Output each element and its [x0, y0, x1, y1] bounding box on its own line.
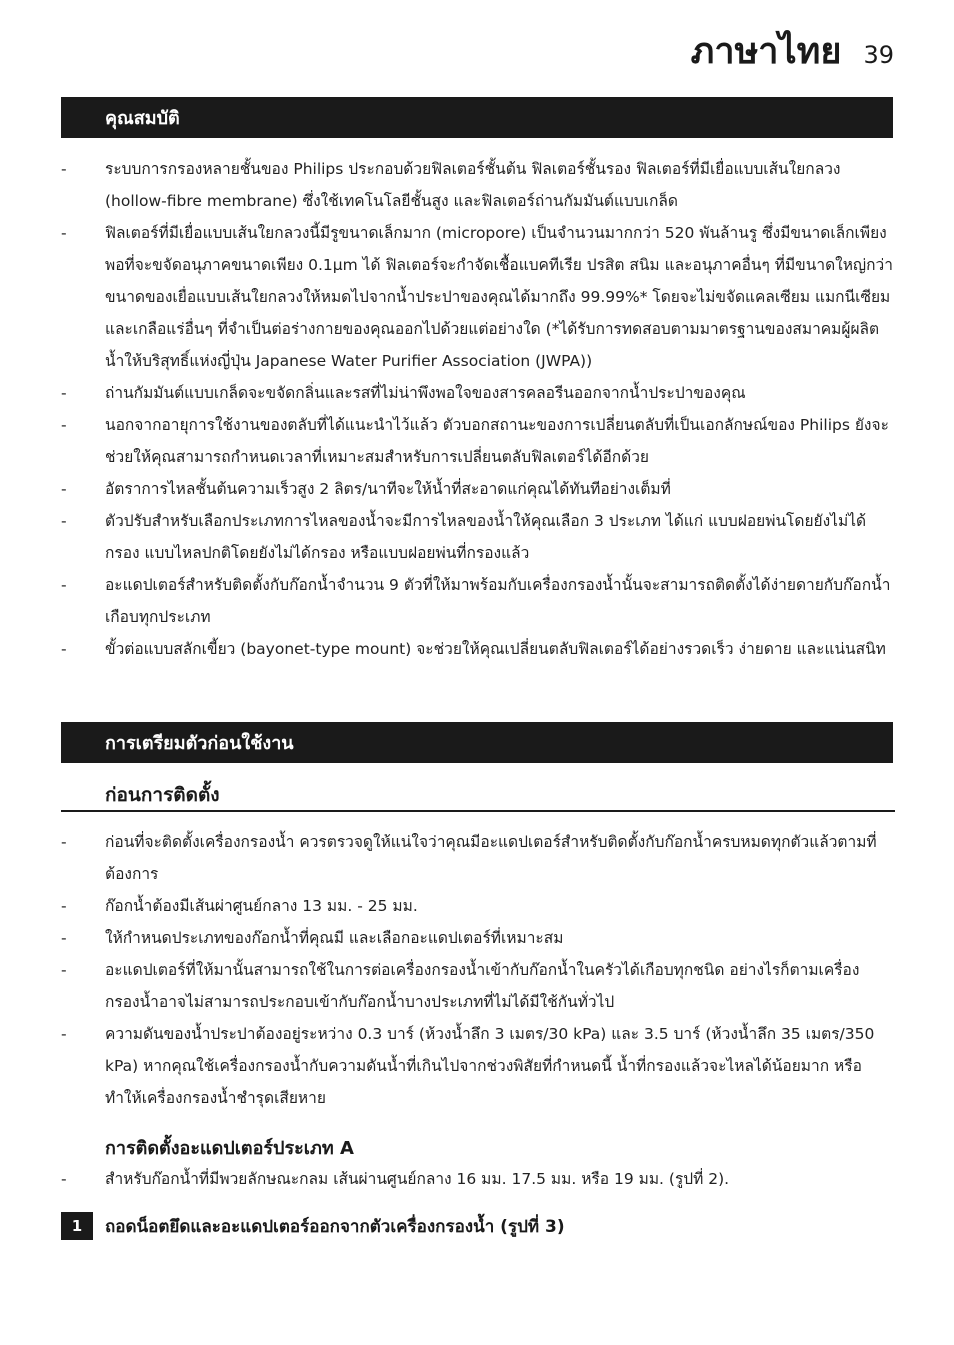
features-list [61, 153, 893, 665]
bullet-dash: - [61, 480, 67, 498]
bullet-dash: - [61, 833, 67, 851]
before-install-heading: ก่อนการติดตั้ง [105, 784, 220, 806]
list-item [61, 890, 893, 922]
list-item [61, 473, 893, 505]
list-item [61, 1163, 893, 1195]
bullet-dash: - [61, 224, 67, 242]
adapter-a-heading: การติดตั้งอะแดปเตอร์ประเภท A [105, 1138, 354, 1159]
step-1 [61, 1212, 565, 1240]
list-item [61, 922, 893, 954]
page-header [691, 22, 894, 79]
step-text: ถอดน็อตยึดและอะแดปเตอร์ออกจากตัวเครื่องกรองน้ำ (รูปที่ 3) [105, 1216, 565, 1237]
section-preparation-title [61, 722, 893, 763]
bullet-dash: - [61, 576, 67, 594]
list-item [61, 633, 893, 665]
before-install-list [61, 826, 893, 1114]
bullet-dash: - [61, 1170, 67, 1188]
bullet-dash: - [61, 384, 67, 402]
list-item-text: ถ่านกัมมันต์แบบเกล็ดจะขจัดกลิ่นและรสที่ไม่น่าพึงพอใจของสารคลอรีนออกจากน้ำประปาของคุณ [105, 384, 746, 402]
bullet-dash: - [61, 897, 67, 915]
list-item-text: สำหรับก๊อกน้ำที่มีพวยลักษณะกลม เส้นผ่านศูนย์กลาง 16 มม. 17.5 มม. หรือ 19 มม. (รูปที่ 2). [105, 1170, 730, 1188]
list-item-text: ระบบการกรองหลายชั้นของ Philips ประกอบด้วยฟิลเตอร์ชั้นต้น ฟิลเตอร์ชั้นรอง ฟิลเตอร์ที่มีเยื่อแบบเส้นใยกลวง (hollow-fibre membrane) ซึ่งใช้เทคโนโลยีชั้นสูง และฟิลเตอร์ถ่านกัมมันต์แบบเกล็ด [105, 160, 841, 210]
list-item-text: ความดันของน้ำประปาต้องอยู่ระหว่าง 0.3 บาร์ (ห้วงน้ำลึก 3 เมตร/30 kPa) และ 3.5 บาร์ (ห้วงน้ำลึก 35 เมตร/350 kPa) หากคุณใช้เครื่องกรองน้ำกับความดันน้ำที่เกินไปจากช่วงพิสัยที่กำหนดนี้ น้ำที่กรองแล้วจะไหลได้น้อยมาก หรือทำให้เครื่องกรองน้ำชำรุดเสียหาย [105, 1025, 875, 1107]
list-item-text: อะแดปเตอร์ที่ให้มานั้นสามารถใช้ในการต่อเครื่องกรองน้ำเข้ากับก๊อกน้ำในครัวได้เกือบทุกชนิด อย่างไรก็ตามเครื่องกรองน้ำอาจไม่สามารถประกอบเข้ากับก๊อกน้ำบางประเภทที่ไม่ได้มีใช้กันทั่วไป [105, 961, 860, 1011]
bullet-dash: - [61, 512, 67, 530]
bullet-dash: - [61, 640, 67, 658]
list-item-text: ก่อนที่จะติดตั้งเครื่องกรองน้ำ ควรตรวจดูให้แน่ใจว่าคุณมีอะแดปเตอร์สำหรับติดตั้งกับก๊อกน้ำครบหมดทุกตัวแล้วตามที่ต้องการ [105, 833, 877, 883]
list-item-text: ให้กำหนดประเภทของก๊อกน้ำที่คุณมี และเลือกอะแดปเตอร์ที่เหมาะสม [105, 929, 564, 947]
bullet-dash: - [61, 160, 67, 178]
bullet-dash: - [61, 929, 67, 947]
list-item-text: อะแดปเตอร์สำหรับติดตั้งกับก๊อกน้ำจำนวน 9 ตัวที่ให้มาพร้อมกับเครื่องกรองน้ำนั้นจะสามารถติดตั้งได้ง่ายดายกับก๊อกน้ำเกือบทุกประเภท [105, 576, 891, 626]
list-item-text: ก๊อกน้ำต้องมีเส้นผ่าศูนย์กลาง 13 มม. - 25 มม. [105, 897, 418, 915]
list-item-text: ฟิลเตอร์ที่มีเยื่อแบบเส้นใยกลวงนี้มีรูขนาดเล็กมาก (micropore) เป็นจำนวนมากกว่า 520 พันล้านรู ซึ่งมีขนาดเล็กเพียงพอที่จะขจัดอนุภาคขนาดเพียง 0.1µm ได้ ฟิลเตอร์จะกำจัดเชื้อแบคทีเรีย ปรสิต สนิม และอนุภาคอื่นๆ ที่มีขนาดใหญ่กว่าขนาดของเยื่อแบบเส้นใยกลวงให้หมดไปจากน้ำประปาของคุณได้มากถึง 99.99%* โดยจะไม่ขจัดแคลเซียม แมกนีเซียม และเกลือแร่อื่นๆ ที่จำเป็นต่อร่างกายของคุณออกไปด้วยแต่อย่างใด (*ได้รับการทดสอบตามมาตรฐานของสมาคมผู้ผลิตน้ำให้บริสุทธิ์แห่งญี่ปุ่น Japanese Water Purifier Association (JWPA)) [105, 224, 893, 370]
list-item [61, 505, 893, 569]
list-item-text: นอกจากอายุการใช้งานของตลับที่ได้แนะนำไว้แล้ว ตัวบอกสถานะของการเปลี่ยนตลับที่เป็นเอกลักษณ์ของ Philips ยังจะช่วยให้คุณสามารถกำหนดเวลาที่เหมาะสมสำหรับการเปลี่ยนตลับฟิลเตอร์ได้อีกด้วย [105, 416, 889, 466]
bullet-dash: - [61, 1025, 67, 1043]
section-preparation-label: การเตรียมตัวก่อนใช้งาน [105, 733, 294, 754]
list-item [61, 954, 893, 1018]
list-item-text: อัตราการไหลชั้นต้นความเร็วสูง 2 ลิตร/นาทีจะให้น้ำที่สะอาดแก่คุณได้ทันทีอย่างเต็มที่ [105, 480, 671, 498]
section-features-label: คุณสมบัติ [105, 108, 180, 129]
section-features-title [61, 97, 893, 138]
list-item-text: ตัวปรับสำหรับเลือกประเภทการไหลของน้ำจะมีการไหลของน้ำให้คุณเลือก 3 ประเภท ได้แก่ แบบฝอยพ่นโดยยังไม่ได้กรอง แบบไหลปกติโดยยังไม่ได้กรอง หรือแบบฝอยพ่นที่กรองแล้ว [105, 512, 867, 562]
list-item [61, 826, 893, 890]
list-item [61, 409, 893, 473]
heading-divider [61, 810, 895, 812]
step-number-badge: 1 [61, 1212, 93, 1240]
list-item [61, 153, 893, 217]
list-item-text: ขั้วต่อแบบสลักเขี้ยว (bayonet-type mount) จะช่วยให้คุณเปลี่ยนตลับฟิลเตอร์ได้อย่างรวดเร็ว ง่ายดาย และแน่นสนิท [105, 640, 886, 658]
list-item [61, 377, 893, 409]
page-number: 39 [863, 41, 894, 69]
adapter-a-list [61, 1163, 893, 1195]
list-item [61, 217, 893, 377]
list-item [61, 1018, 893, 1114]
list-item [61, 569, 893, 633]
bullet-dash: - [61, 961, 67, 979]
bullet-dash: - [61, 416, 67, 434]
language-title: ภาษาไทย [690, 31, 842, 72]
